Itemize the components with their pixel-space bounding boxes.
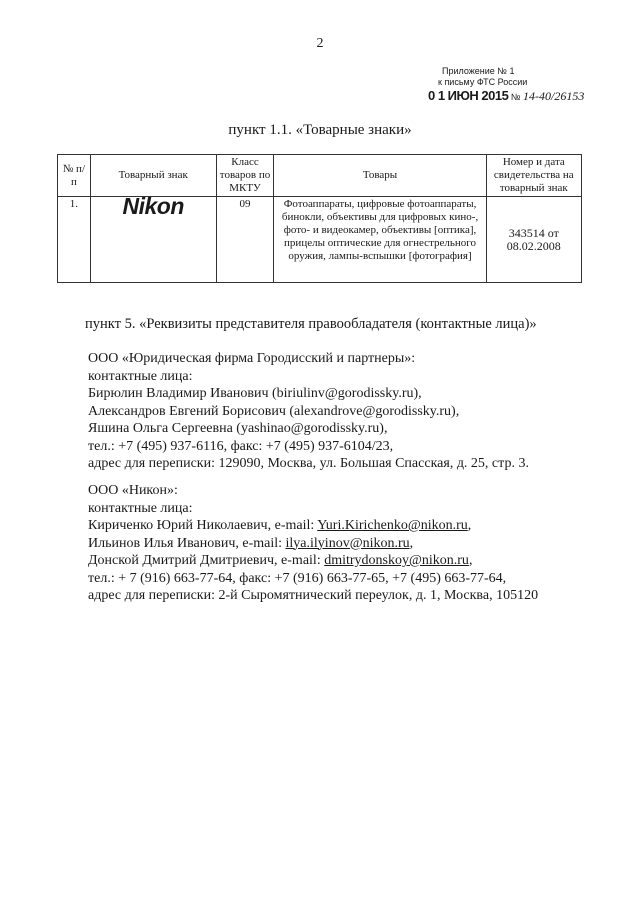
cell-goods: Фотоаппараты, цифровые фотоаппараты, бинокли, объективы для цифровых кино-, фото- и видеокамер, объективы [оптика], прицелы оптические для огнестрельного оружия, лампы-вспышки [фотография] <box>274 197 486 283</box>
separator: , <box>409 535 414 551</box>
date-stamp: 0 1 ИЮН 2015 <box>428 88 509 103</box>
cell-num: 1. <box>58 197 91 283</box>
header-goods: Товары <box>274 155 486 197</box>
page-number: 2 <box>316 36 324 51</box>
number-label: № <box>510 92 521 102</box>
rep1-phone: тел.: +7 (495) 937-6116, факс: +7 (495) 937-6104/23, <box>88 438 394 454</box>
rep2-phone: тел.: + 7 (916) 663-77-64, факс: +7 (916) 663-77-65, +7 (495) 663-77-64, <box>88 570 507 586</box>
section5-title: пункт 5. «Реквизиты представителя правообладателя (контактные лица)» <box>85 316 537 332</box>
rep1-person: Бирюлин Владимир Иванович (biriulinv@gorodissky.ru), <box>88 386 422 401</box>
annex-header <box>428 66 585 103</box>
rep2-company: ООО «Никон»: <box>88 483 178 498</box>
handwritten-number: 14-40/26153 <box>523 89 585 103</box>
representative-block-2 <box>88 482 538 605</box>
table-row <box>58 197 582 283</box>
email-link[interactable]: Yuri.Kirichenko@nikon.ru <box>317 518 468 533</box>
email-link[interactable]: dmitrydonskoy@nikon.ru <box>324 553 469 568</box>
header-certificate: Номер и дата свидетельства на товарный знак <box>486 155 581 197</box>
rep2-contacts-label: контактные лица: <box>88 500 193 516</box>
separator: , <box>468 553 473 568</box>
person-name: Кириченко Юрий Николаевич, e-mail: <box>88 518 318 533</box>
section1-title: пункт 1.1. «Товарные знаки» <box>228 122 412 138</box>
representative-block-1 <box>88 350 529 473</box>
rep1-address: адрес для переписки: 129090, Москва, ул. Большая Спасская, д. 25, стр. 3. <box>88 456 529 471</box>
separator: , <box>467 518 472 533</box>
rep2-person <box>88 552 538 570</box>
annex-line2: к письму ФТС России <box>438 77 528 87</box>
cert-number: 343514 от <box>508 225 559 240</box>
rep1-contacts-label: контактные лица: <box>88 368 193 384</box>
cell-class: 09 <box>216 197 274 283</box>
annex-stamp-line <box>428 90 584 103</box>
person-name: Донской Дмитрий Дмитриевич, e-mail: <box>88 553 325 568</box>
annex-line1: Приложение № 1 <box>442 66 515 76</box>
rep1-person: Александров Евгений Борисович (alexandrove@gorodissky.ru), <box>88 403 460 419</box>
header-num: № п/п <box>58 155 91 197</box>
header-trademark: Товарный знак <box>90 155 216 197</box>
nikon-logo: Nikon <box>122 193 184 219</box>
email-link[interactable]: ilya.ilyinov@nikon.ru <box>285 535 410 551</box>
rep2-person <box>88 535 538 553</box>
rep2-address: адрес для переписки: 2-й Сыромятнический переулок, д. 1, Москва, 105120 <box>88 588 539 603</box>
table-header-row <box>58 155 582 197</box>
rep1-company: ООО «Юридическая фирма Городисский и партнеры»: <box>88 351 416 366</box>
cell-trademark <box>90 193 216 283</box>
rep2-person <box>88 517 538 535</box>
trademark-table <box>57 154 582 283</box>
cell-certificate <box>486 197 581 283</box>
cert-date: 08.02.2008 <box>506 238 561 253</box>
header-class: Класс товаров по МКТУ <box>216 155 274 197</box>
person-name: Ильинов Илья Иванович, e-mail: <box>88 535 286 551</box>
rep1-person: Яшина Ольга Сергеевна (yashinao@gorodissky.ru), <box>88 421 388 436</box>
